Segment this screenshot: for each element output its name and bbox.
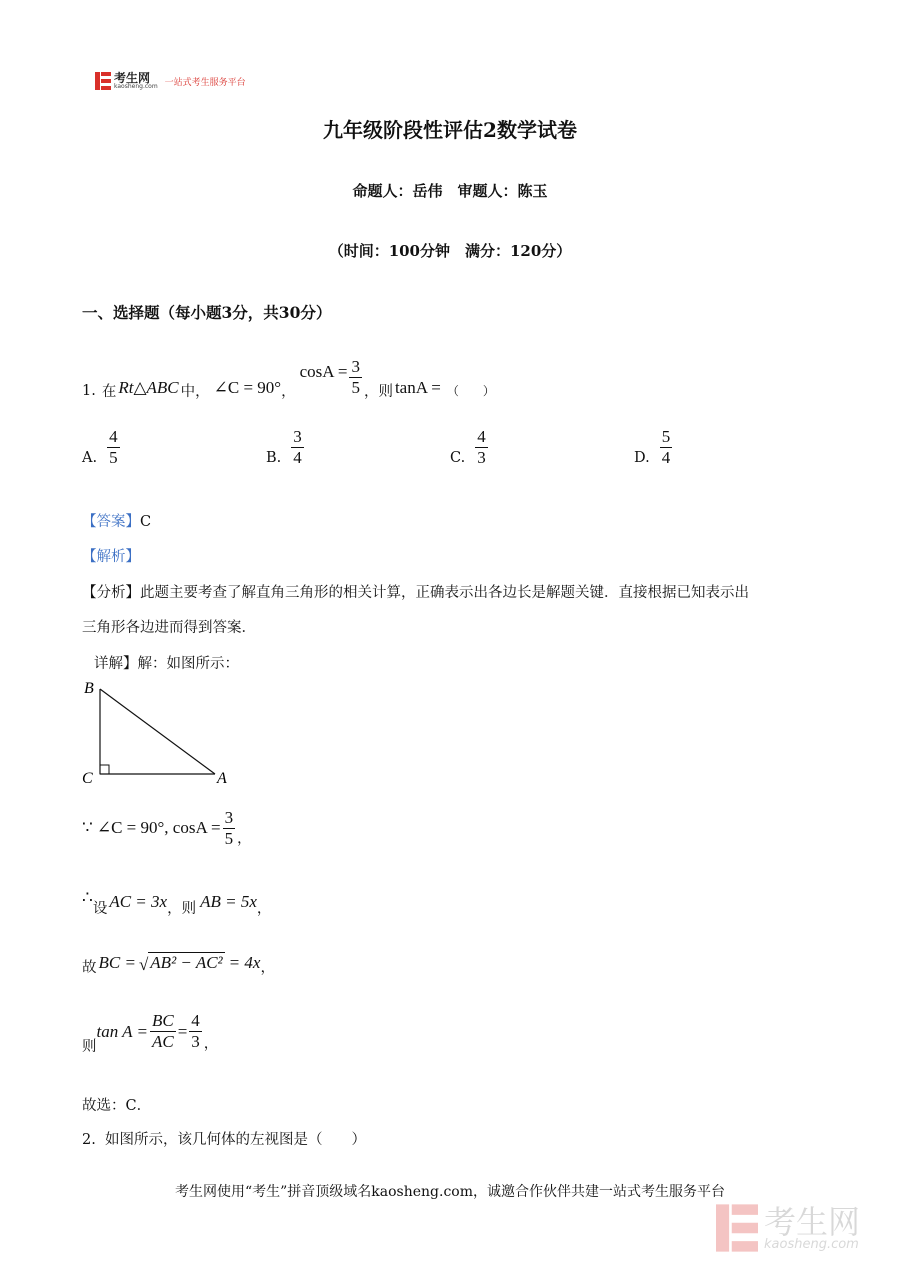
option-den: 5 [109, 447, 118, 467]
sqrt-sign: √ [138, 955, 149, 974]
conclusion: 故选：C． [82, 1098, 152, 1114]
step2-expr2: AB = 5x [200, 892, 257, 911]
q1-number: 1. [82, 382, 96, 399]
option-den: 4 [293, 447, 302, 467]
step3-tail: ， [260, 960, 275, 976]
logo-brand: 考生网 [114, 71, 151, 85]
q1-mid: 中， [180, 384, 210, 400]
q1-comma: ， [281, 384, 296, 400]
step3-lhs: BC = [98, 953, 136, 972]
step-4 [82, 1007, 218, 1056]
option-letter: B. [266, 450, 282, 467]
step1-den: 5 [224, 828, 234, 848]
option-num: 4 [477, 427, 486, 446]
step2-tail: ， [256, 901, 272, 917]
vertex-a: A [217, 770, 227, 787]
step2-ze: ，则 [167, 901, 197, 917]
step3-gu: 故 [82, 960, 97, 976]
vertex-b: B [84, 680, 94, 697]
logo-slogan: 一站式考生服务平台 [164, 77, 246, 88]
step-2 [82, 888, 271, 918]
xiangjie-line: 详解】解：如图所示： [94, 656, 239, 672]
option-letter: C. [450, 450, 466, 467]
step4-tail: ， [203, 1036, 219, 1052]
section-heading: 一、选择题（每小题3分，共30分） [82, 303, 332, 322]
option-num: 5 [661, 427, 671, 446]
step4-den1: AC [151, 1032, 174, 1051]
q1-option-a[interactable] [82, 428, 122, 467]
side-ab [100, 689, 215, 774]
q1-then: ，则 [363, 384, 393, 400]
watermark-logo-icon [716, 1204, 758, 1252]
fenxi-line-2: 三角形各边进而得到答案． [82, 620, 256, 636]
q1-angle: ∠C = 90° [213, 377, 282, 397]
step1-num: 3 [224, 807, 234, 827]
option-letter: D. [634, 450, 650, 467]
q1-pre: 在 [101, 384, 117, 400]
right-angle-mark [100, 765, 109, 774]
logo-domain: kaosheng.com [114, 83, 158, 90]
question-1 [82, 344, 495, 401]
step-3 [82, 952, 275, 977]
q1-cos-lhs: cosA = [299, 361, 348, 381]
step2-expr1: AC = 3x [109, 892, 168, 911]
watermark-domain: kaosheng.com [764, 1236, 859, 1252]
option-den: 3 [477, 447, 486, 467]
step3-rhs: = 4x [228, 953, 261, 972]
step-1 [82, 808, 251, 848]
q1-cos-frac [349, 358, 362, 397]
authors-line: 命题人：岳伟 审题人：陈玉 [352, 182, 548, 200]
step1-expr: ∠C = 90°, cosA = [96, 818, 221, 837]
option-num: 4 [109, 427, 118, 446]
q1-triangle: Rt△ABC [118, 377, 179, 397]
step2-she: 设 [92, 901, 108, 917]
therefore-symbol: ∴ [82, 888, 93, 907]
question-2: 2. 如图所示，该几何体的左视图是（ ） [82, 1132, 367, 1148]
kaosheng-logo-icon [95, 72, 111, 90]
step4-eq: = [177, 1021, 188, 1041]
vertex-c: C [82, 770, 93, 787]
answer-line [82, 510, 151, 531]
step1-tail: ， [237, 832, 252, 847]
fenxi-line-1: 【分析】此题主要考查了解直角三角形的相关计算，正确表示出各边长是解题关键．直接根据已知表示出 [82, 585, 749, 601]
step4-num1: BC [151, 1011, 174, 1031]
q1-cos-num: 3 [351, 357, 360, 377]
step3-radicand: AB² − AC² [150, 953, 223, 972]
page-title: 九年级阶段性评估2数学试卷 [323, 118, 577, 142]
q1-paren: （ ） [446, 384, 495, 398]
watermark [716, 1204, 860, 1252]
analysis-label: 【解析】 [82, 549, 140, 565]
time-info: （时间：100分钟 满分：120分） [328, 242, 572, 260]
q1-tan-lhs: tanA = [394, 377, 441, 397]
step4-lhs: tan A = [96, 1021, 148, 1041]
watermark-brand: 考生网 [764, 1202, 861, 1241]
answer-label: 【答案】 [82, 514, 140, 530]
q1-option-d[interactable] [634, 428, 674, 467]
because-symbol: ∵ [82, 818, 93, 837]
step4-den2: 3 [191, 1032, 200, 1051]
q1-option-b[interactable] [266, 428, 306, 467]
q1-option-c[interactable] [450, 428, 490, 467]
footer-text: 考生网使用“考生”拼音顶级域名kaosheng.com，诚邀合作伙伴共建一站式考生服务平台 [174, 1184, 726, 1200]
triangle-figure [78, 676, 238, 791]
q1-cos-den: 5 [351, 378, 360, 397]
step4-num2: 4 [191, 1011, 200, 1031]
header-logo [95, 72, 246, 90]
answer-value: C [140, 514, 152, 530]
option-letter: A. [82, 450, 98, 467]
step4-ze: 则 [82, 1039, 97, 1055]
option-num: 3 [293, 427, 302, 446]
option-den: 4 [661, 447, 671, 467]
